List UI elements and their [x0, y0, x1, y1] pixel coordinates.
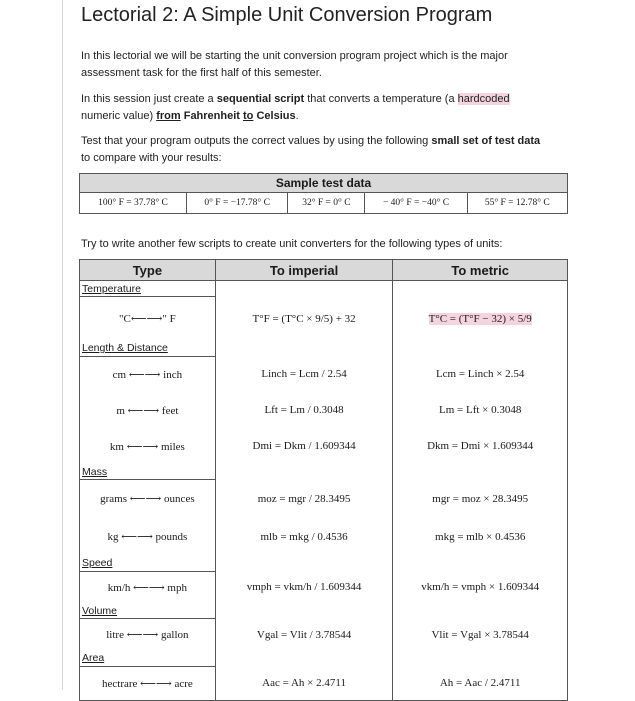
- formula-metric: T°C = (T°F − 32) × 5/9: [393, 297, 568, 341]
- page-title: Lectorial 2: A Simple Unit Conversion Program: [81, 4, 493, 26]
- formula-metric: mgr = moz × 28.3495: [393, 480, 568, 518]
- task-paragraph: In this session just create a sequential script that converts a temperature (a hardcoded numeric value) from Fahrenheit to Celsius.: [81, 93, 510, 122]
- formula-metric: Vlit = Vgal × 3.78544: [393, 619, 568, 651]
- unit-type: km ⟵⟶ miles: [80, 428, 216, 464]
- unit-type: kg ⟵⟶ pounds: [80, 518, 216, 556]
- sample-cell: 100° F = 37.78° C: [80, 193, 187, 214]
- unit-type: "C⟵⟶" F: [80, 297, 216, 341]
- col-header-metric: To metric: [393, 260, 568, 281]
- formula-imperial: Linch = Lcm / 2.54: [215, 356, 393, 392]
- formula-imperial: Vgal = Vlit / 3.78544: [215, 619, 393, 651]
- formula-imperial: vmph = vkm/h / 1.609344: [215, 571, 393, 603]
- sample-cell: − 40° F = −40° C: [365, 193, 467, 214]
- sample-test-table: [79, 173, 568, 214]
- section-speed: Speed: [80, 556, 216, 572]
- formula-metric: Lcm = Linch × 2.54: [393, 356, 568, 392]
- document-page: [62, 0, 635, 690]
- unit-type: m ⟵⟶ feet: [80, 392, 216, 428]
- unit-type: hectrare ⟵⟶ acre: [80, 666, 216, 700]
- try-paragraph: Try to write another few scripts to create unit converters for the following types of units:: [81, 238, 503, 250]
- formula-metric: mkg = mlb × 0.4536: [393, 518, 568, 556]
- formula-imperial: T°F = (T°C × 9/5) + 32: [215, 297, 393, 341]
- sample-header: Sample test data: [80, 174, 568, 193]
- unit-type: km/h ⟵⟶ mph: [80, 571, 216, 603]
- col-header-type: Type: [80, 260, 216, 281]
- intro-paragraph: In this lectorial we will be starting the unit conversion program project which is the major assessment task for the first half of this semester.: [81, 50, 508, 79]
- formula-imperial: Lft = Lm / 0.3048: [215, 392, 393, 428]
- section-area: Area: [80, 651, 216, 667]
- section-volume: Volume: [80, 603, 216, 619]
- formula-metric: Ah = Aac / 2.4711: [393, 666, 568, 700]
- col-header-imperial: To imperial: [215, 260, 393, 281]
- unit-type: grams ⟵⟶ ounces: [80, 480, 216, 518]
- formula-imperial: Aac = Ah × 2.4711: [215, 666, 393, 700]
- formula-metric: Lm = Lft × 0.3048: [393, 392, 568, 428]
- formula-metric: Dkm = Dmi × 1.609344: [393, 428, 568, 464]
- highlight-hardcoded: hardcoded: [457, 93, 510, 105]
- section-temperature: Temperature: [80, 281, 216, 297]
- section-mass: Mass: [80, 464, 216, 480]
- formula-imperial: mlb = mkg / 0.4536: [215, 518, 393, 556]
- formula-imperial: moz = mgr / 28.3495: [215, 480, 393, 518]
- unit-type: litre ⟵⟶ gallon: [80, 619, 216, 651]
- units-table: [79, 259, 568, 701]
- sample-cell: 55° F = 12.78° C: [467, 193, 567, 214]
- sample-cell: 0° F = −17.78° C: [187, 193, 288, 214]
- formula-imperial: Dmi = Dkm / 1.609344: [215, 428, 393, 464]
- sample-cell: 32° F = 0° C: [288, 193, 365, 214]
- formula-metric: vkm/h = vmph × 1.609344: [393, 571, 568, 603]
- section-length: Length & Distance: [80, 341, 216, 357]
- test-paragraph: Test that your program outputs the correct values by using the following small set of test data to compare with your results:: [81, 135, 541, 164]
- unit-type: cm ⟵⟶ inch: [80, 356, 216, 392]
